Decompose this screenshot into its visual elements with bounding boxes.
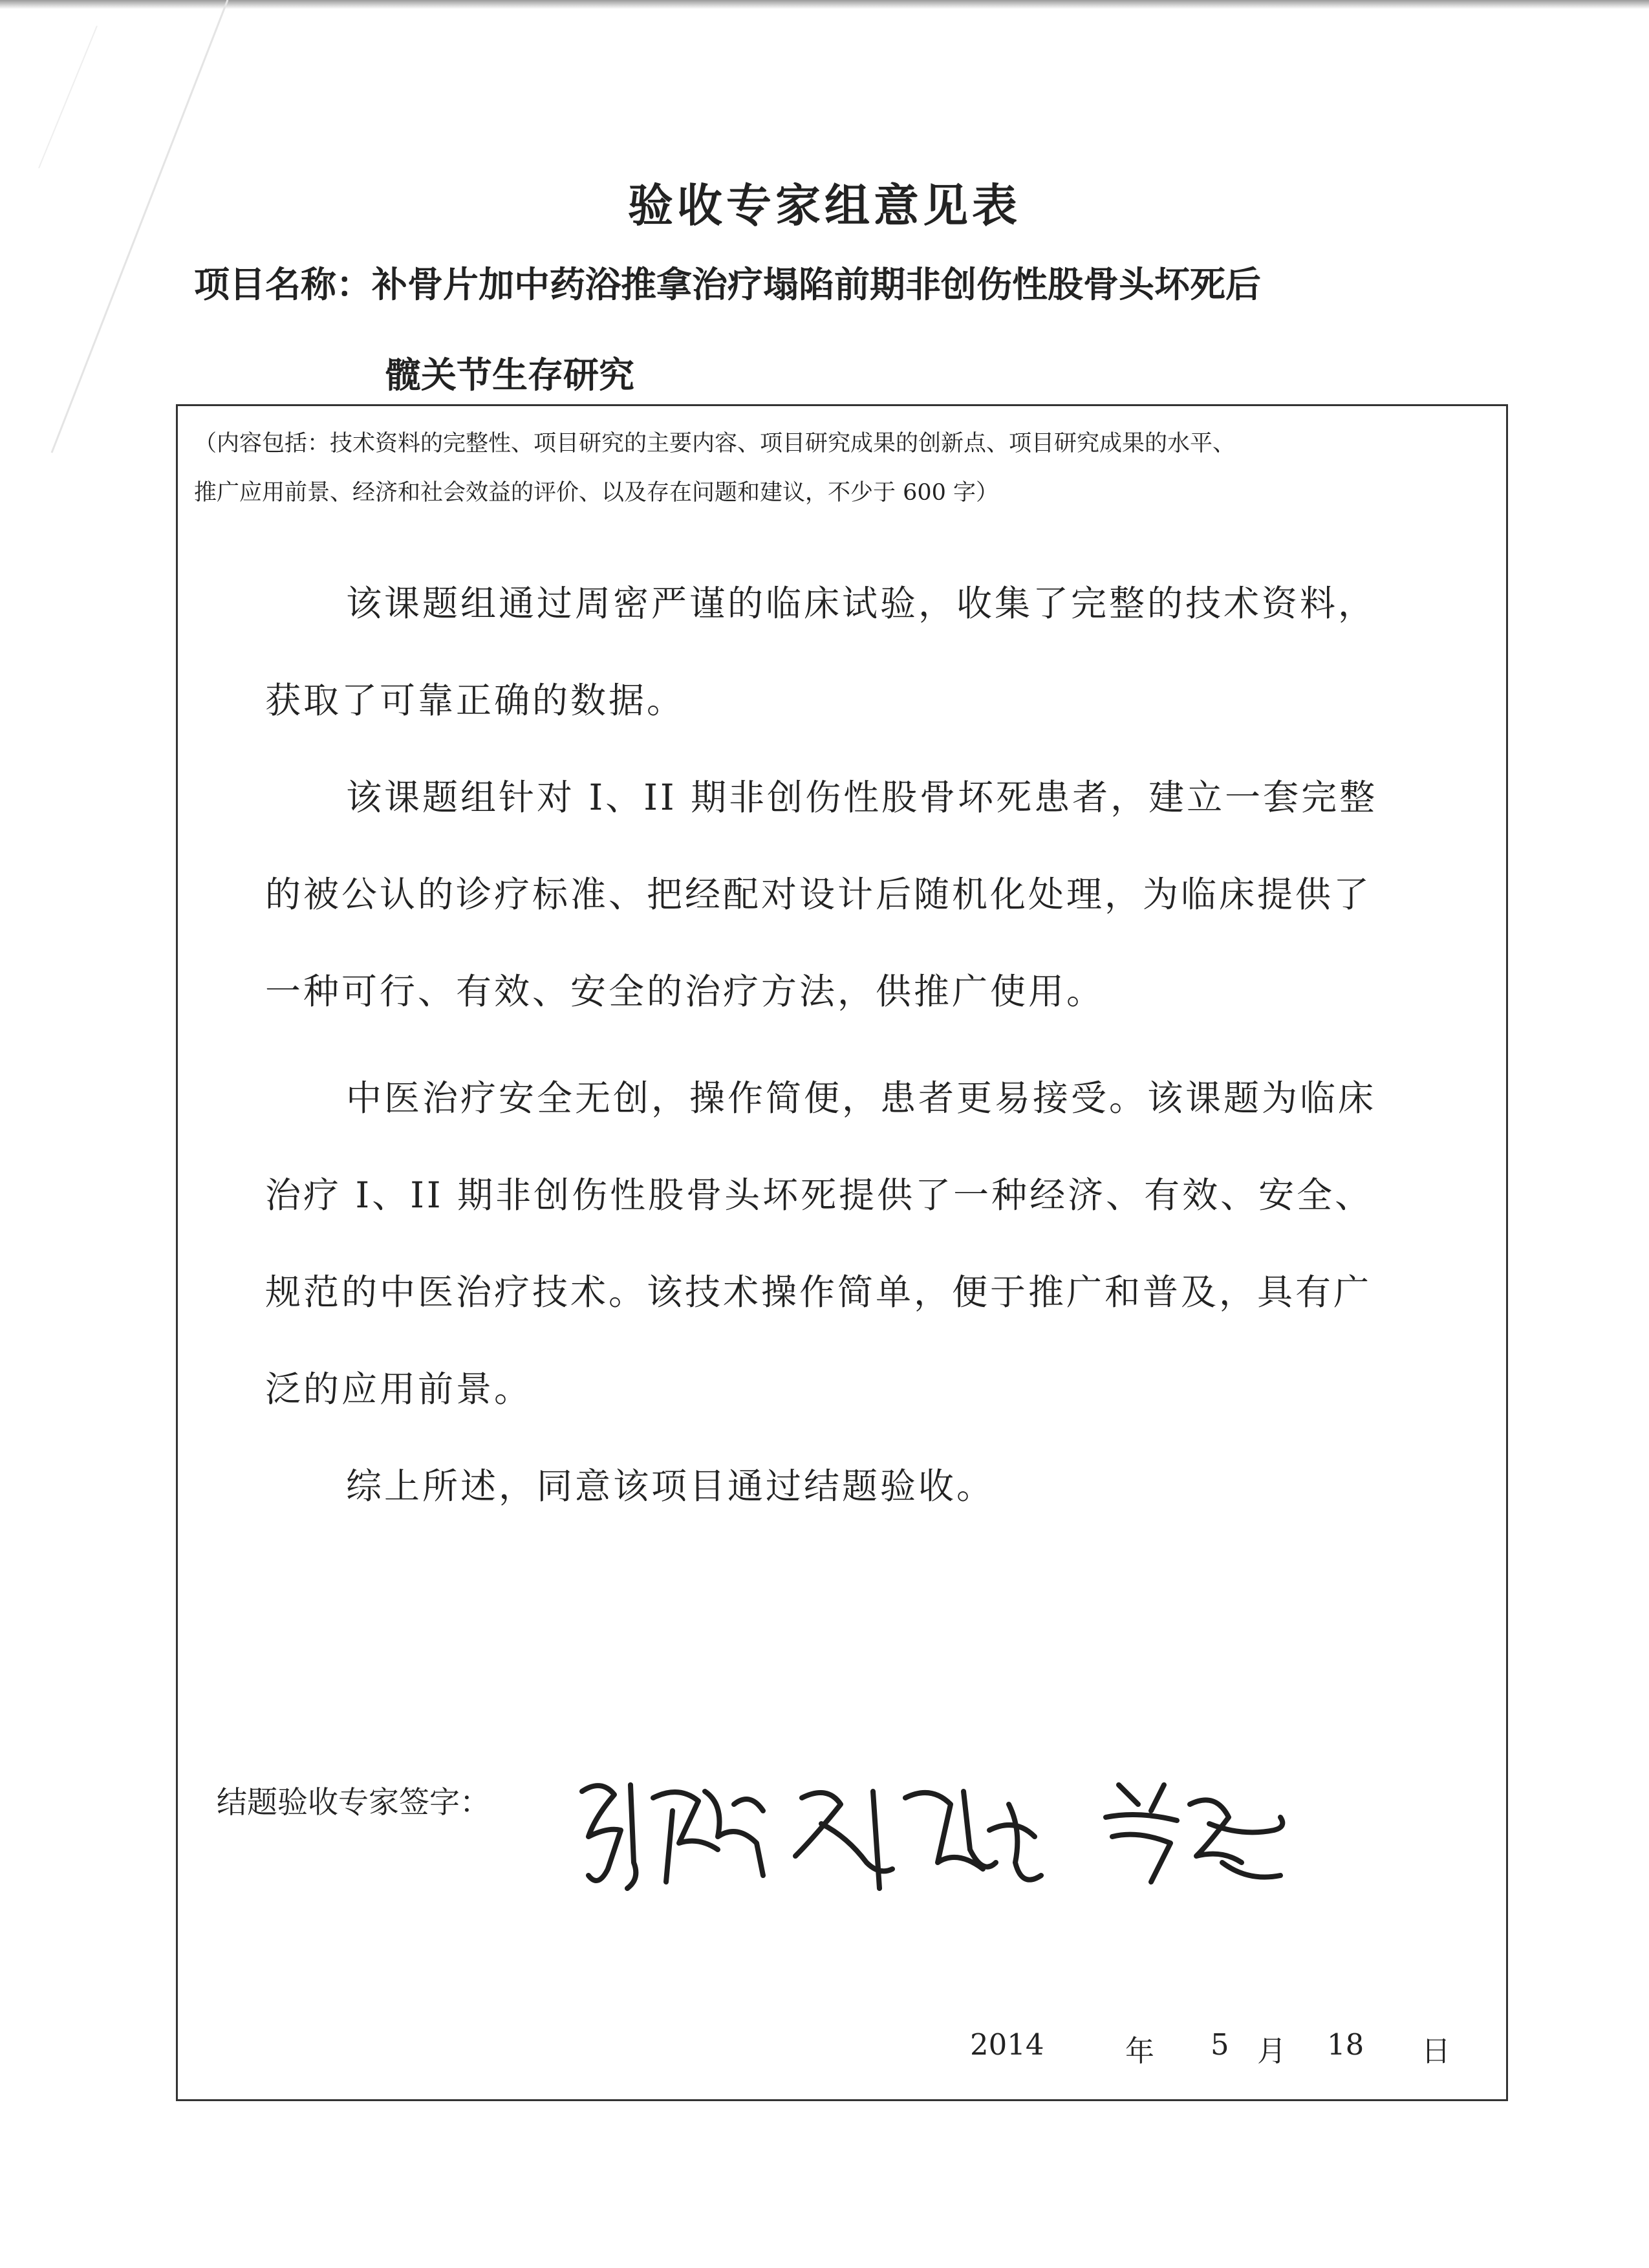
date-day-unit: 日 — [1421, 2034, 1451, 2068]
opinion-paragraph: 综上所述，同意该项目通过结题验收。 — [346, 1465, 995, 1507]
opinion-paragraph: 该课题组针对 I、II 期非创伤性股骨坏死患者，建立一套完整的被公认的诊疗标准、把经配对设计后随机化处理，为临床提供了一种可行、有效、安全的治疗方法，供推广使用。 — [265, 777, 1378, 1012]
date-month-unit: 月 — [1257, 2034, 1287, 2068]
date-day: 18 — [1327, 2027, 1364, 2062]
opinion-body — [265, 555, 1403, 1535]
instruction-line-1: （内容包括：技术资料的完整性、项目研究的主要内容、项目研究成果的创新点、项目研究成果的水平、 — [194, 431, 1236, 457]
project-name-line1: 补骨片加中药浴推拿治疗塌陷前期非创伤性股骨头坏死后 — [372, 263, 1262, 305]
form-title: 验收专家组意见表 — [628, 178, 1021, 232]
project-name-line2: 髋关节生存研究 — [385, 354, 635, 396]
handwritten-signatures — [569, 1766, 1293, 1908]
date-year-unit: 年 — [1125, 2034, 1155, 2068]
signature-label: 结题验收专家签字： — [217, 1785, 490, 1820]
date-month: 5 — [1211, 2027, 1229, 2062]
project-name-label: 项目名称： — [194, 263, 372, 305]
project-name-row — [194, 256, 1261, 307]
opinion-paragraph: 中医治疗安全无创，操作简便，患者更易接受。该课题为临床治疗 I、II 期非创伤性股骨头坏死提供了一种经济、有效、安全、规范的中医治疗技术。该技术操作简单，便于推广和普及，具有广泛的应用前景。 — [265, 1077, 1377, 1410]
opinion-paragraph: 该课题组通过周密严谨的临床试验，收集了完整的技术资料，获取了可靠正确的数据。 — [265, 583, 1377, 721]
instruction-line-2: 推广应用前景、经济和社会效益的评价、以及存在问题和建议，不少于 600 字） — [194, 480, 999, 506]
date-year: 2014 — [970, 2027, 1044, 2062]
instruction-text — [194, 419, 1494, 517]
